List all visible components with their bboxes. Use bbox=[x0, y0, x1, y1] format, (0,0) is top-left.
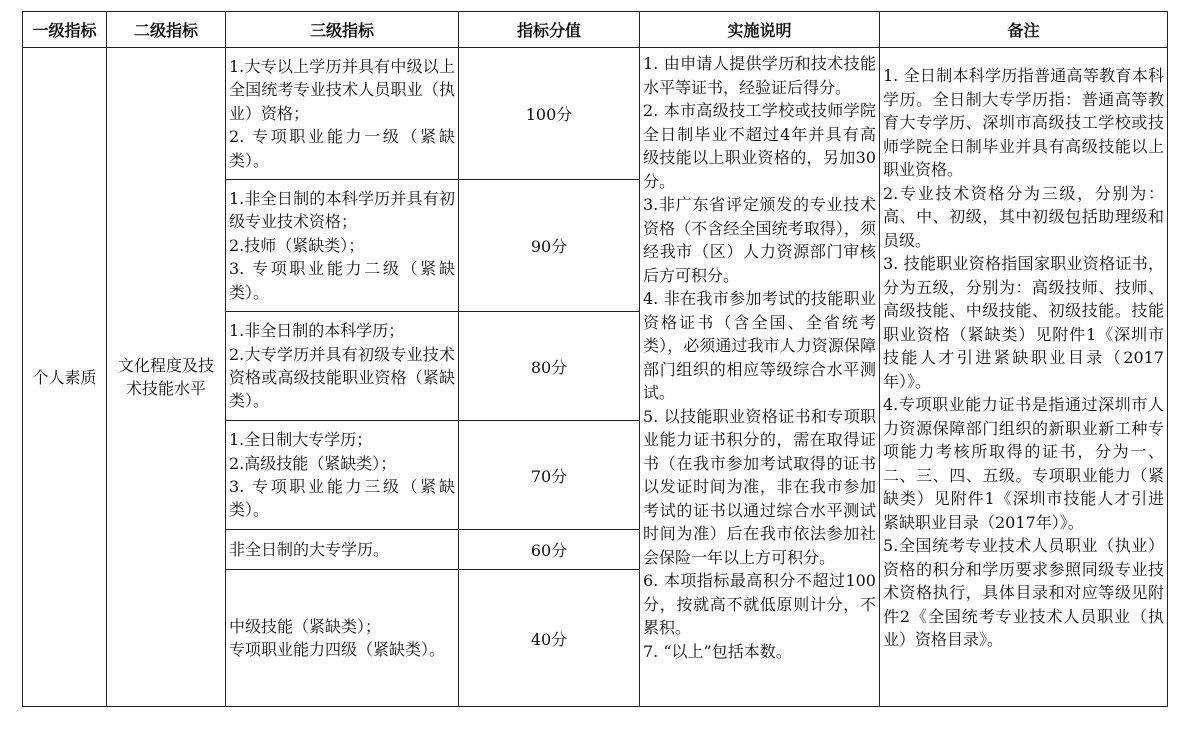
level3-line: 1.非全日制的本科学历； bbox=[229, 321, 405, 341]
header-row bbox=[23, 12, 1168, 48]
implementation-item: 2. 本市高级技工学校或技师学院全日制毕业不超过4年并具有高级技能以上职业资格的，另加30分。 bbox=[643, 101, 876, 191]
score-cell: 100分 bbox=[459, 48, 640, 180]
header-level1: 一级指标 bbox=[23, 12, 107, 48]
level3-line: 1.大专以上学历并具有中级以上全国统考专业技术人员职业（执业）资格； bbox=[229, 56, 455, 123]
header-score: 指标分值 bbox=[459, 12, 640, 48]
score-cell: 70分 bbox=[459, 421, 640, 530]
level3-cell bbox=[226, 530, 459, 570]
remark-item: 5.全国统考专业技术人员职业（执业）资格的积分和学历要求参照同级专业技术资格执行，具体目录和对应等级见附件2《全国统考专业技术人员职业（执业）资格目录》。 bbox=[883, 536, 1164, 649]
implementation-item: 4. 非在我市参加考试的技能职业资格证书（含全国、全省统考类），必须通过我市人力资源保障部门组织的相应等级综合水平测试。 bbox=[643, 289, 876, 402]
header-implementation: 实施说明 bbox=[640, 12, 880, 48]
level3-cell bbox=[226, 421, 459, 530]
level3-cell bbox=[226, 180, 459, 312]
level3-line: 1.非全日制的本科学历并具有初级专业技术资格； bbox=[229, 188, 455, 232]
level3-line: 非全日制的大专学历。 bbox=[229, 539, 390, 559]
level3-line: 中级技能（紧缺类）； bbox=[229, 616, 382, 636]
remark-item: 1. 全日制本科学历指普通高等教育本科学历。全日制大专学历指：普通高等教育大专学历、深圳市高级技工学校或技师学院全日制毕业并具有高级技能以上职业资格。 bbox=[883, 66, 1164, 179]
score-cell: 90分 bbox=[459, 180, 640, 312]
score-cell: 40分 bbox=[459, 570, 640, 707]
score-cell: 60分 bbox=[459, 530, 640, 570]
level3-line: 3. 专项职业能力三级（紧缺类）。 bbox=[229, 477, 455, 520]
header-remarks: 备注 bbox=[880, 12, 1168, 48]
level3-line: 2.技师（紧缺类）； bbox=[229, 235, 365, 255]
points-standard-table bbox=[22, 11, 1168, 707]
remark-item: 2.专业技术资格分为三级，分别为：高、中、初级，其中初级包括助理级和员级。 bbox=[883, 183, 1164, 250]
level3-line: 2.大专学历并具有初级专业技术资格或高级技能职业资格（紧缺类）。 bbox=[229, 344, 455, 411]
level3-cell bbox=[226, 312, 459, 421]
level2-cell bbox=[107, 48, 226, 707]
implementation-item: 3.非广东省评定颁发的专业技术资格（不含经全国统考取得），须经我市（区）人力资源部门审核后方可积分。 bbox=[643, 195, 876, 285]
implementation-cell bbox=[640, 48, 880, 707]
implementation-item: 5. 以技能职业资格证书和专项职业能力证书积分的，需在取得证书（在我市参加考试取得的证书以发证时间为准，非在我市参加考试的证书以通过综合水平测试时间为准）后在我市依法参加社会保险一年以上方可积分。 bbox=[643, 406, 876, 567]
score-cell: 80分 bbox=[459, 312, 640, 421]
level3-cell bbox=[226, 48, 459, 180]
remarks-cell bbox=[880, 48, 1168, 707]
level3-line: 专项职业能力四级（紧缺类）。 bbox=[229, 640, 446, 659]
implementation-item: 1. 由申请人提供学历和技术技能水平等证书，经验证后得分。 bbox=[643, 54, 876, 97]
implementation-item: 6. 本项指标最高积分不超过100分，按就高不就低原则计分，不累积。 bbox=[643, 571, 876, 637]
header-level2: 二级指标 bbox=[107, 12, 226, 48]
table-row bbox=[23, 48, 1168, 180]
level1-cell: 个人素质 bbox=[23, 48, 107, 707]
level3-line: 3. 专项职业能力二级（紧缺类）。 bbox=[229, 259, 455, 302]
level3-cell bbox=[226, 570, 459, 707]
level3-line: 2.高级技能（紧缺类）； bbox=[229, 453, 397, 473]
implementation-item: 7. “以上”包括本数。 bbox=[643, 641, 792, 661]
remark-item: 4.专项职业能力证书是指通过深圳市人力资源保障部门组织的新职业新工种专项能力考核所取得的证书，分为一、二、三、四、五级。专项职业能力（紧缺类）见附件1《深圳市技能人才引进紧缺职业目录（2017年）》。 bbox=[883, 395, 1164, 532]
level3-line: 2. 专项职业能力一级（紧缺类）。 bbox=[229, 127, 455, 170]
remark-item: 3. 技能职业资格指国家职业资格证书，分为五级，分别为：高级技师、技师、高级技能、中级技能、初级技能。技能职业资格（紧缺类）见附件1《深圳市技能人才引进紧缺职业目录（2017年）》。 bbox=[883, 254, 1164, 391]
level2-label: 文化程度及技术技能水平 bbox=[117, 356, 214, 398]
header-level3: 三级指标 bbox=[226, 12, 459, 48]
level3-line: 1.全日制大专学历； bbox=[229, 430, 373, 450]
